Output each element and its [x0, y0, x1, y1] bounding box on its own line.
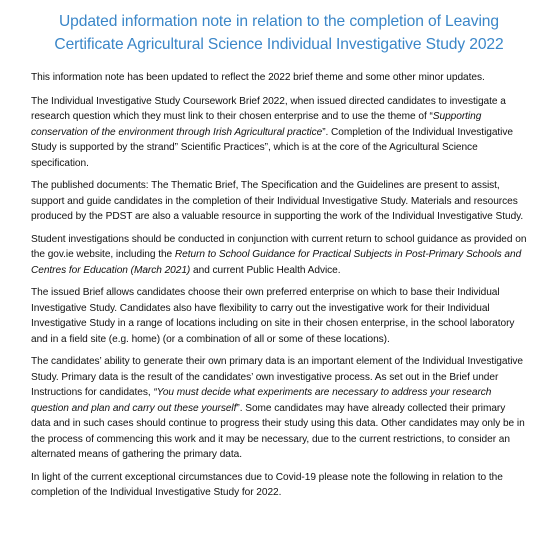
paragraph-update-note: This information note has been updated to reflect the 2022 brief theme and some other minor updates. [31, 72, 485, 83]
paragraph-covid-circumstances: In light of the current exceptional circumstances due to Covid-19 please note the following in relation to the completion of the Individual Investigative Study for 2022. [31, 471, 503, 498]
guidance-italic-text: Return to School Guidance for Practical Subjects in Post-Primary Schools and Centres for Education (March 2021) [31, 249, 522, 276]
paragraph-text: ”. Completion of the Individual Investigative Study is supported by the strand” Scientific Practices”, which is at the core of the Agricultural Science specification. [31, 126, 513, 169]
paragraph-text: The candidates’ ability to generate their own primary data is an important element of the Individual Investigative Study. Primary data is the result of the candidates’ own investigative process. As set out in the Brief under Instructions for candidates, [31, 356, 524, 398]
theme-italic-text: Supporting conservation of the environment through Irish Agricultural practice [31, 111, 482, 138]
title-line-1: Updated information note in relation to the completion of Leaving [59, 13, 499, 30]
title-line-2: Certificate Agricultural Science Individual Investigative Study 2022 [54, 36, 504, 53]
paragraph-text: and current Public Health Advice. [190, 264, 341, 276]
paragraph-text: Student investigations should be conducted in conjunction with current return to school guidance as provided on the gov.ie website, including the [31, 233, 527, 260]
paragraph-issued-brief: The issued Brief allows candidates choose their own preferred enterprise on which to base their Individual Investigative Study. Candidates also have flexibility to carry out the investigative work for their Individual Investigative Study in a range of locations including on site in their chosen enterprise, in the school laboratory and in a field site (e.g. home) (or a combination of all or some of these locations). [31, 287, 515, 345]
document-title [31, 10, 527, 56]
paragraph-text: ”. Some candidates may have already collected their primary data and in such cases should continue to progress their study using this data. Other candidates may only be in the process of commencing this work and it may be necessary, due to the current restrictions, to consider an alternated means of gathering the primary data. [31, 402, 525, 460]
paragraph-text: The Individual Investigative Study Coursework Brief 2022, when issued directed candidates to investigate a research question which they must link to their chosen enterprise and to use the theme of “ [31, 95, 506, 122]
instruction-quote-italic-text: “You must decide what experiments are necessary to address your research question and plan and carry out these yourself [31, 387, 492, 414]
paragraph-coursework-brief [31, 94, 527, 172]
paragraph-school-guidance [31, 232, 527, 279]
paragraph-published-documents: The published documents: The Thematic Brief, The Specification and the Guidelines are present to assist, support and guide candidates in the completion of their Individual Investigative Study. Materials and resources produced by the PDST are also a valuable resource in supporting the work of the Individual Investigative Study. [31, 180, 524, 222]
paragraph-primary-data [31, 354, 527, 463]
